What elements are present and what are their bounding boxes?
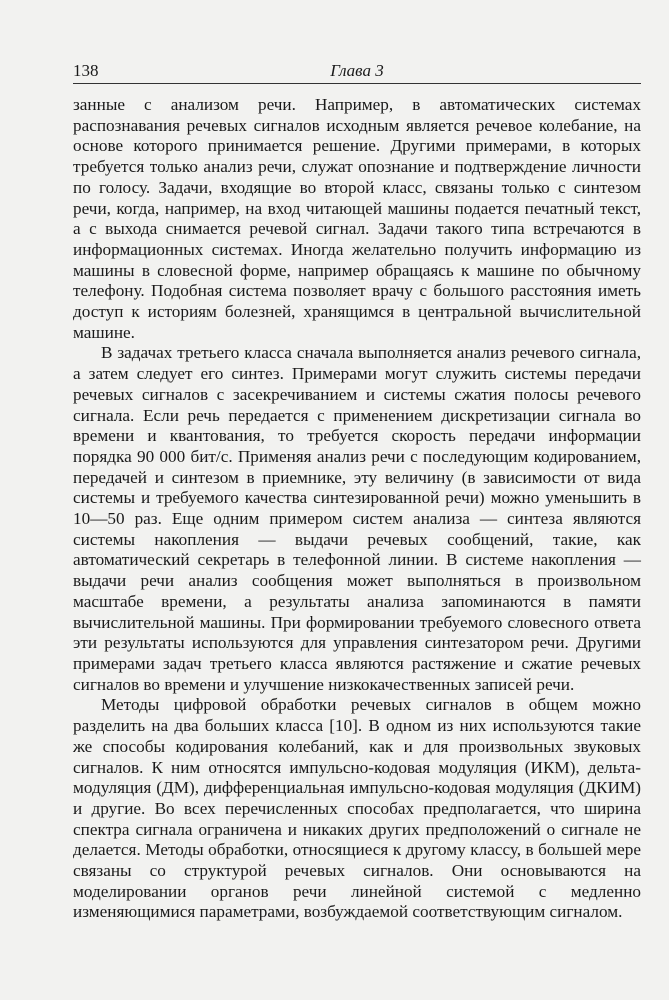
page-header	[73, 59, 641, 84]
running-title: Глава 3	[330, 61, 384, 80]
paragraph-2: В задачах третьего класса сначала выполняется анализ речевого сигнала, а затем следует его синтез. Примерами могут служить системы передачи речевых сигналов с засекречиванием и системы сжатия полосы речевого сигнала. Если речь передается с применением дискретизации сигнала во времени и квантования, то требуется скорость передачи информации порядка 90 000 бит/с. Применяя анализ речи с последующим кодированием, передачей и синтезом в приемнике, эту величину (в зависимости от вида системы и требуемого качества синтезированной речи) можно уменьшить в 10—50 раз. Еще одним примером систем анализа — синтеза являются системы накопления — выдачи речевых сообщений, такие, как автоматический секретарь в телефонной линии. В системе накопления — выдачи речи анализ сообщения может выполняться в произвольном масштабе времени, а результаты анализа запоминаются в памяти вычислительной машины. При формировании требуемого словесного ответа эти результаты используются для управления синтезатором речи. Другими примерами задач третьего класса являются растяжение и сжатие речевых сигналов во времени и улучшение низкокачественных записей речи.	[73, 343, 641, 694]
paragraph-1: занные с анализом речи. Например, в автоматических системах распознавания речевых сигналов исходным является речевое колебание, на основе которого принимается решение. Другими примерами, в которых требуется только анализ речи, служат опознание и подтверждение личности по голосу. Задачи, входящие во второй класс, связаны только с синтезом речи, когда, например, на вход читающей машины подается печатный текст, а с выхода снимается речевой сигнал. Задачи такого типа встречаются в информационных системах. Иногда желательно получить информацию из машины в словесной форме, например обращаясь к машине по обычному телефону. Подобная система позволяет врачу с большого расстояния иметь доступ к историям болезней, хранящимся в центральной вычислительной машине.	[73, 95, 641, 342]
body-text	[73, 95, 641, 923]
page-number: 138	[73, 61, 99, 80]
paragraph-3: Методы цифровой обработки речевых сигналов в общем можно разделить на два больших класса [10]. В одном из них используются такие же способы кодирования колебаний, как и для произвольных звуковых сигналов. К ним относятся импульсно-кодовая модуляция (ИКМ), дельта-модуляция (ДМ), дифференциальная импульсно-кодовая модуляция (ДКИМ) и другие. Во всех перечисленных способах предполагается, что ширина спектра сигнала ограничена и никаких других предположений о сигнале не делается. Методы обработки, относящиеся к другому классу, в большей мере связаны со структурой речевых сигналов. Они основываются на моделировании органов речи линейной системой с медленно изменяющимися параметрами, возбуждаемой соответствующим сигналом.	[73, 695, 641, 922]
